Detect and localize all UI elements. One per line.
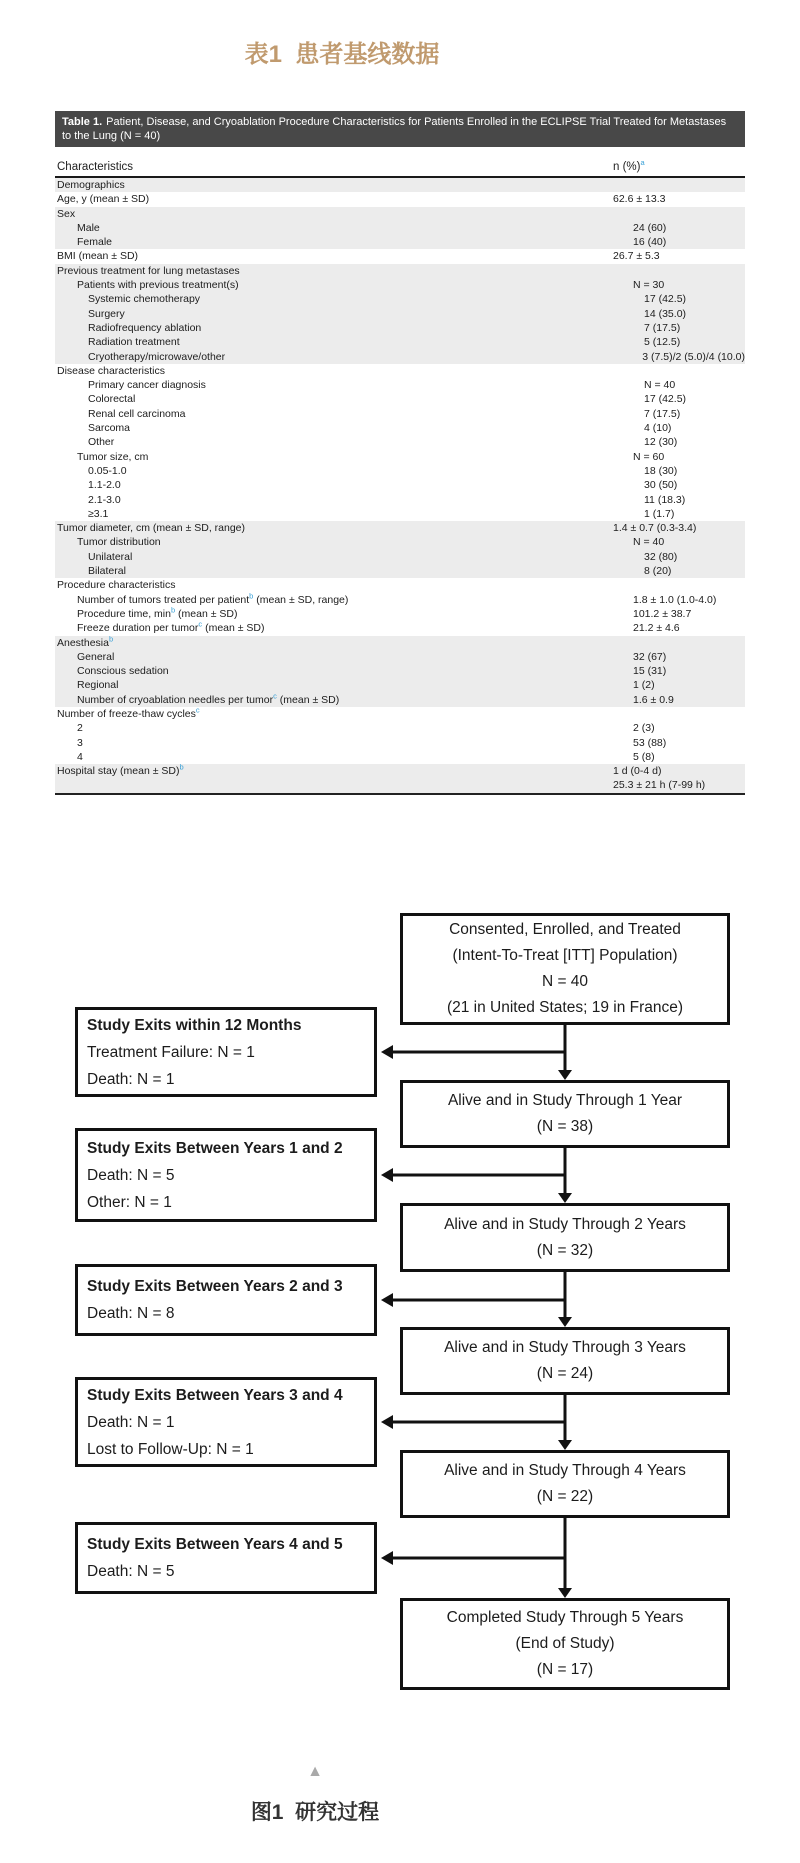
row-label: Number of freeze-thaw cycles$^c$ xyxy=(57,706,200,720)
row-label: BMI (mean ± SD) xyxy=(57,250,139,263)
row-value: 1 d (0-4 d) xyxy=(613,765,662,778)
row-value: 8 (20) xyxy=(644,565,672,578)
table-row xyxy=(55,493,745,507)
row-value: 26.7 ± 5.3 xyxy=(613,250,660,263)
table-row xyxy=(55,235,745,249)
flow-box-completed-5-years xyxy=(400,1598,730,1690)
row-label: Patients with previous treatment(s) xyxy=(77,279,239,292)
row-label: Number of cryoablation needles per tumor$^c$ (mean ± SD) xyxy=(77,692,340,706)
row-value: 2 (3) xyxy=(633,722,655,735)
row-label: Bilateral xyxy=(88,565,126,578)
row-label: 0.05-1.0 xyxy=(88,464,127,477)
row-value: 4 (10) xyxy=(644,422,672,435)
row-value: N = 60 xyxy=(633,450,665,463)
table-row xyxy=(55,764,745,778)
flow-box-alive-year-3 xyxy=(400,1327,730,1395)
row-label: Unilateral xyxy=(88,550,133,563)
row-value: 17 (42.5) xyxy=(644,393,687,406)
row-value: 53 (88) xyxy=(633,736,667,749)
flow-box-line: Death: N = 5 xyxy=(87,1563,175,1580)
row-label: 1.1-2.0 xyxy=(88,479,121,492)
table-row xyxy=(55,378,745,392)
row-value xyxy=(613,207,745,221)
table-1 xyxy=(55,111,745,795)
table-row xyxy=(55,292,745,306)
row-label: Surgery xyxy=(88,307,125,320)
row-value: 14 (35.0) xyxy=(644,307,687,320)
row-label: Age, y (mean ± SD) xyxy=(57,193,150,206)
row-label: Male xyxy=(77,221,100,234)
row-value: 18 (30) xyxy=(644,464,678,477)
table-row xyxy=(55,564,745,578)
table-row xyxy=(55,736,745,750)
row-label: Radiofrequency ablation xyxy=(88,321,202,334)
row-value: 1.8 ± 1.0 (1.0-4.0) xyxy=(633,593,717,606)
row-value: 32 (67) xyxy=(633,650,667,663)
table-row xyxy=(55,421,745,435)
table-column-header-row xyxy=(55,147,745,178)
row-label: ≥3.1 xyxy=(88,507,109,520)
flow-box-exits-12-months xyxy=(75,1007,377,1097)
table-row xyxy=(55,535,745,549)
row-value: 15 (31) xyxy=(633,665,667,678)
row-label: Number of tumors treated per patient$^b$ (mean ± SD, range) xyxy=(77,592,349,606)
table-row xyxy=(55,636,745,650)
table-row xyxy=(55,335,745,349)
table-row xyxy=(55,693,745,707)
row-label: Systemic chemotherapy xyxy=(88,293,201,306)
row-value xyxy=(613,636,745,650)
flow-box-line: (N = 38) xyxy=(536,1118,594,1135)
table-number-label: Table 1. xyxy=(62,116,103,128)
table-row xyxy=(55,464,745,478)
row-label: Radiation treatment xyxy=(88,336,180,349)
table-row xyxy=(55,478,745,492)
flow-box-line: Death: N = 5 xyxy=(87,1166,175,1184)
row-label: Procedure characteristics xyxy=(57,579,176,592)
footnote-marker: b xyxy=(249,592,254,601)
row-label: 2 xyxy=(77,722,83,735)
row-label: Freeze duration per tumor$^c$ (mean ± SD) xyxy=(77,621,265,635)
row-label: Tumor diameter, cm (mean ± SD, range) xyxy=(57,522,246,535)
flow-box-line: Death: N = 1 xyxy=(87,1070,175,1088)
flow-box-line: Study Exits Between Years 1 and 2 xyxy=(87,1139,343,1157)
row-value: 17 (42.5) xyxy=(644,293,687,306)
figure-caption: 图1 研究过程 xyxy=(250,1801,380,1824)
table-row xyxy=(55,178,745,192)
row-value: 62.6 ± 13.3 xyxy=(613,193,666,206)
flow-box-line: Lost to Follow-Up: N = 1 xyxy=(87,1440,254,1458)
row-value: 7 (17.5) xyxy=(644,321,681,334)
flow-box-exits-years-4-5 xyxy=(75,1522,377,1594)
footnote-marker: c xyxy=(195,706,200,715)
table-row xyxy=(55,392,745,406)
flow-box-exits-years-3-4 xyxy=(75,1377,377,1467)
flow-box-line: Completed Study Through 5 Years xyxy=(446,1609,684,1626)
table-row xyxy=(55,707,745,721)
row-label: Previous treatment for lung metastases xyxy=(57,264,240,277)
table-row xyxy=(55,278,745,292)
table-title-text: Patient, Disease, and Cryoablation Procedure Characteristics for Patients Enrolled in the ECLIPSE Trial Treated for Metastases to the Lung (N = 40) xyxy=(62,116,727,142)
table-row xyxy=(55,650,745,664)
flow-box-line: (N = 32) xyxy=(536,1241,594,1259)
flow-box-line: N = 40 xyxy=(541,973,589,990)
table-row xyxy=(55,621,745,635)
flow-box-exits-years-1-2 xyxy=(75,1128,377,1222)
row-value: 24 (60) xyxy=(633,221,667,234)
flow-box-line: Study Exits within 12 Months xyxy=(87,1016,302,1034)
flow-box-alive-year-2 xyxy=(400,1203,730,1272)
row-label: Colorectal xyxy=(88,393,136,406)
table-row xyxy=(55,750,745,764)
row-value: 16 (40) xyxy=(633,236,667,249)
row-label: Tumor size, cm xyxy=(77,450,149,463)
row-label: General xyxy=(77,650,115,663)
row-value: 101.2 ± 38.7 xyxy=(633,607,692,620)
table-row xyxy=(55,321,745,335)
footnote-marker: b xyxy=(179,764,184,772)
footnote-marker: c xyxy=(273,692,277,701)
row-value: 30 (50) xyxy=(644,479,678,492)
row-value: N = 40 xyxy=(644,379,676,392)
column-header-footnote-marker: a xyxy=(640,158,645,168)
flow-box-line: (N = 22) xyxy=(536,1488,594,1505)
row-value: 25.3 ± 21 h (7-99 h) xyxy=(613,779,706,792)
row-value: N = 30 xyxy=(633,279,665,292)
footnote-marker: b xyxy=(170,606,176,615)
column-header-n-percent-text: n (%) xyxy=(613,161,641,173)
table-row xyxy=(55,578,745,592)
row-label: Tumor distribution xyxy=(77,536,161,549)
flow-box-line: (N = 24) xyxy=(536,1365,594,1382)
row-value: 7 (17.5) xyxy=(644,407,681,420)
row-label: Female xyxy=(77,236,113,249)
row-label: Primary cancer diagnosis xyxy=(88,379,206,392)
column-header-n-percent xyxy=(613,158,743,173)
table-row xyxy=(55,678,745,692)
flow-box-line: Study Exits Between Years 2 and 3 xyxy=(87,1278,343,1295)
row-label: Sarcoma xyxy=(88,422,131,435)
table-row xyxy=(55,207,745,221)
column-header-characteristics: Characteristics xyxy=(57,161,134,173)
flow-box-line: Alive and in Study Through 2 Years xyxy=(444,1215,686,1233)
table-row xyxy=(55,550,745,564)
flow-box-line: Other: N = 1 xyxy=(87,1193,172,1211)
footnote-marker: b xyxy=(108,635,114,643)
table-row xyxy=(55,778,745,792)
flow-box-line: Death: N = 1 xyxy=(87,1413,175,1431)
table-body xyxy=(55,178,745,795)
table-row xyxy=(55,721,745,735)
footnote-marker: c xyxy=(198,621,203,629)
table-row xyxy=(55,221,745,235)
flow-box-line: (N = 17) xyxy=(536,1661,594,1678)
flow-box-exits-years-2-3 xyxy=(75,1264,377,1336)
row-label: Procedure time, $\min^b$ (mean ± SD) xyxy=(77,606,238,620)
row-value: 21.2 ± 4.6 xyxy=(633,622,680,635)
row-value: 1.4 ± 0.7 (0.3-3.4) xyxy=(613,522,697,535)
figure-divider-triangle-icon: ▲ xyxy=(307,1763,323,1780)
table-row xyxy=(55,607,745,621)
table-row xyxy=(55,249,745,263)
flow-box-line: (End of Study) xyxy=(515,1635,615,1652)
figure-1-flowchart xyxy=(0,900,800,1710)
table-row xyxy=(55,507,745,521)
row-value: 3 (7.5)/2 (5.0)/4 (10.0) xyxy=(642,350,745,363)
row-value: 11 (18.3) xyxy=(644,493,686,506)
flow-box-line: (21 in United States; 19 in France) xyxy=(446,999,684,1016)
flow-box-line: (Intent-To-Treat [ITT] Population) xyxy=(452,947,678,964)
row-value: 1.6 ± 0.9 xyxy=(633,693,674,706)
table-row xyxy=(55,521,745,535)
row-value xyxy=(613,578,745,592)
row-label: Demographics xyxy=(57,179,125,191)
row-value: 32 (80) xyxy=(644,550,678,563)
row-value xyxy=(613,707,745,721)
flow-box-alive-year-1 xyxy=(400,1080,730,1148)
row-label: Other xyxy=(88,436,115,449)
table-row xyxy=(55,350,745,364)
table-row xyxy=(55,593,745,607)
table-row xyxy=(55,364,745,378)
row-label: Disease characteristics xyxy=(57,364,165,377)
row-value: 12 (30) xyxy=(644,436,678,449)
row-label: Conscious sedation xyxy=(77,665,169,678)
row-label: 2.1-3.0 xyxy=(88,493,121,506)
flow-box-line: Study Exits Between Years 4 and 5 xyxy=(87,1536,343,1553)
row-label: Cryotherapy/microwave/other xyxy=(88,350,226,363)
row-label: 4 xyxy=(77,750,83,763)
table-section-title: 表1 患者基线数据 xyxy=(244,41,440,68)
row-label: Hospital stay (mean ± SD)$^b$ xyxy=(57,764,184,778)
flow-box-line: Alive and in Study Through 3 Years xyxy=(444,1339,686,1356)
row-value xyxy=(613,264,745,278)
row-label xyxy=(55,778,613,792)
row-label: Renal cell carcinoma xyxy=(88,407,186,420)
table-row xyxy=(55,407,745,421)
row-value: 5 (12.5) xyxy=(644,336,681,349)
table-row xyxy=(55,435,745,449)
flow-box-alive-year-4 xyxy=(400,1450,730,1518)
flow-box-line: Consented, Enrolled, and Treated xyxy=(449,921,681,938)
flow-box-itt-population xyxy=(400,913,730,1025)
flow-box-line: Alive and in Study Through 1 Year xyxy=(447,1092,683,1109)
flow-box-line: Treatment Failure: N = 1 xyxy=(87,1043,255,1061)
row-label: Sex xyxy=(57,207,76,220)
table-row xyxy=(55,192,745,206)
row-label: 3 xyxy=(77,736,83,749)
row-value: 5 (8) xyxy=(633,750,655,763)
row-label: Regional xyxy=(77,679,119,692)
table-row xyxy=(55,307,745,321)
table-row xyxy=(55,450,745,464)
row-value: 1 (2) xyxy=(633,679,655,692)
table-row xyxy=(55,264,745,278)
row-label: Anesthesia$^b$ xyxy=(57,635,114,649)
flow-box-line: Study Exits Between Years 3 and 4 xyxy=(87,1386,343,1404)
flow-box-line: Death: N = 8 xyxy=(87,1305,175,1322)
row-value xyxy=(613,178,745,192)
table-row xyxy=(55,664,745,678)
row-value: N = 40 xyxy=(633,536,665,549)
row-value xyxy=(613,364,745,378)
row-value: 1 (1.7) xyxy=(644,507,675,520)
flow-box-line: Alive and in Study Through 4 Years xyxy=(444,1462,686,1479)
table-title-band xyxy=(55,111,745,147)
